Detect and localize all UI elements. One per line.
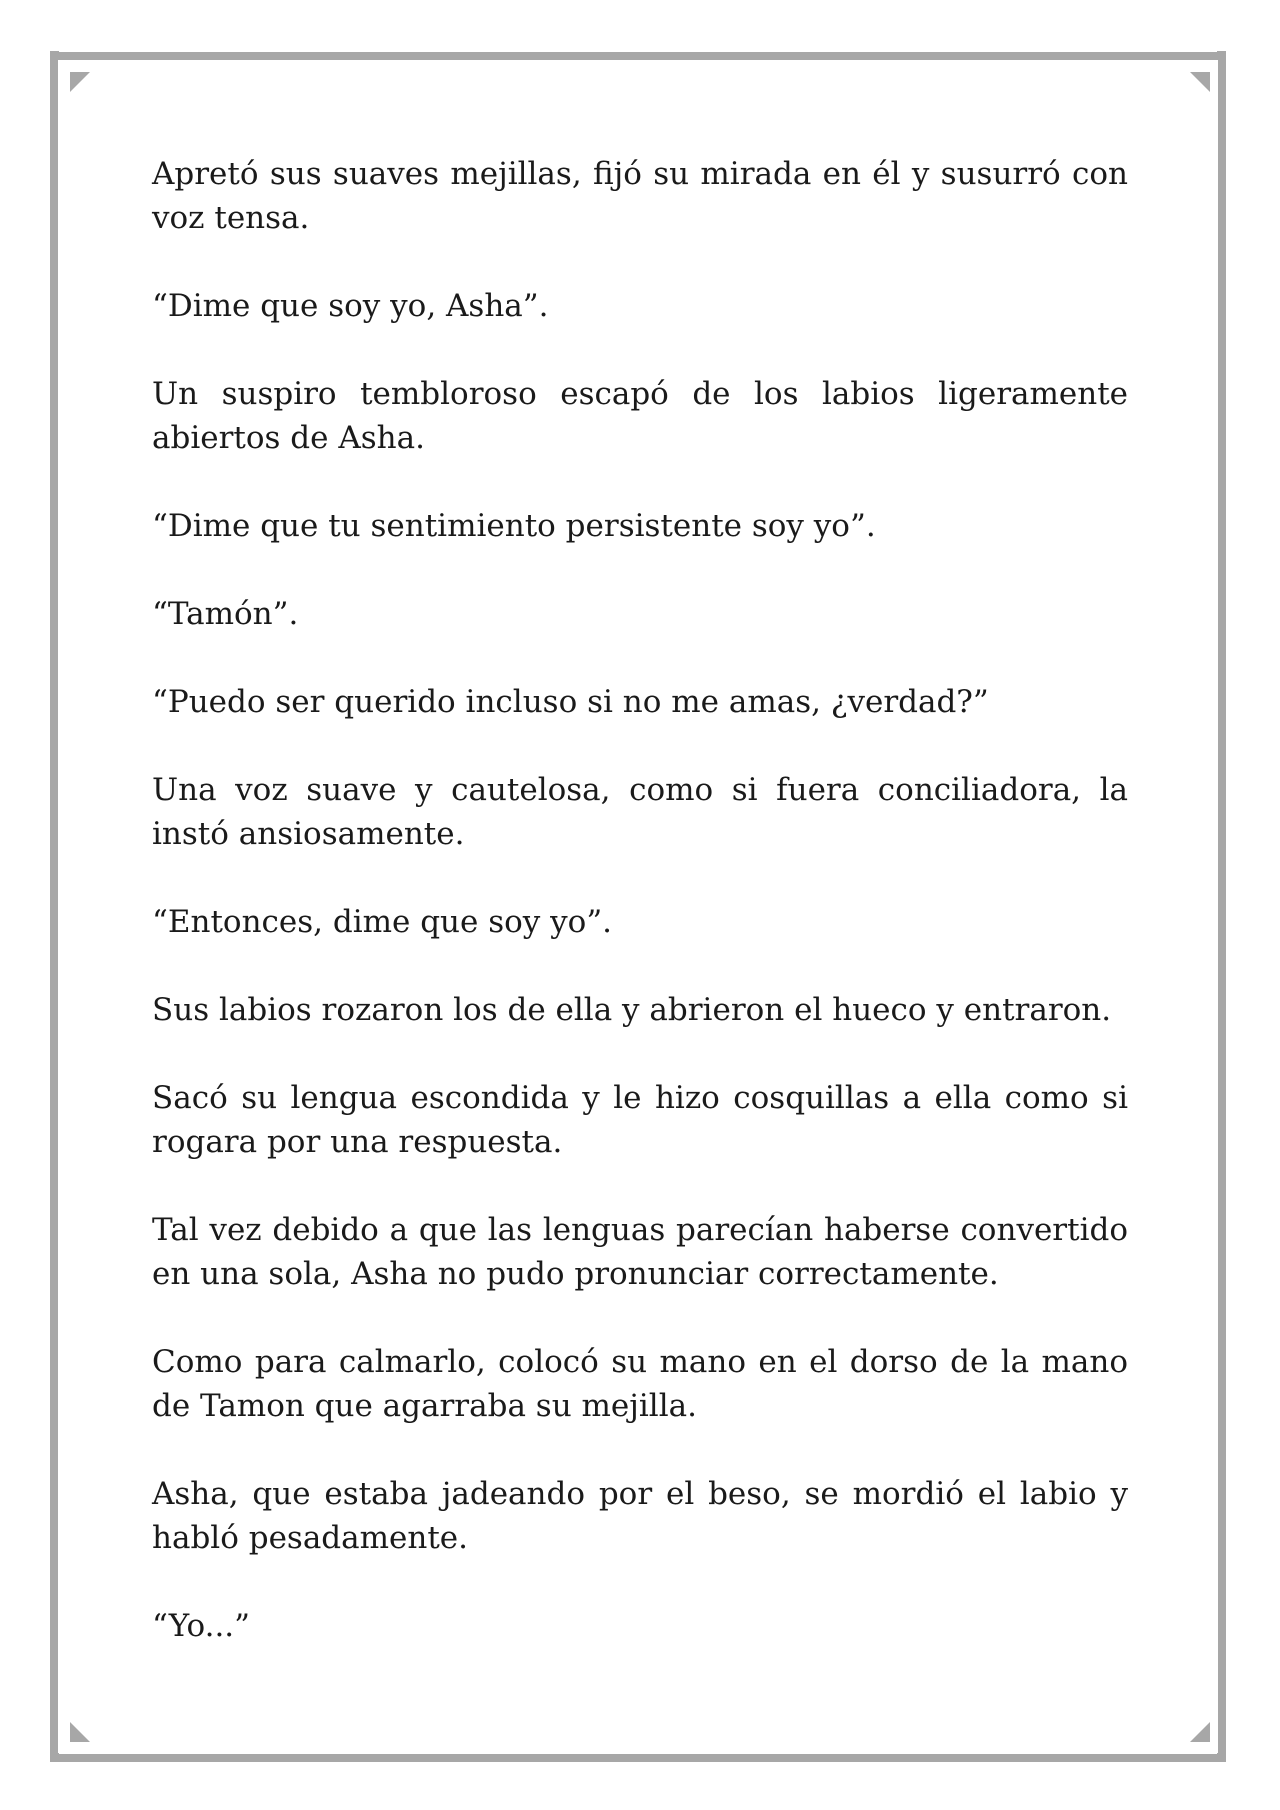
corner-ornament-top-left — [50, 51, 59, 60]
paragraph: “Yo...” — [152, 1608, 251, 1644]
corner-triangle-bottom-right — [1190, 1722, 1210, 1742]
paragraph: Tal vez debido a que las lenguas parecían haberse convertido en una sola, Asha no pudo pronunciar correctamente. — [152, 1212, 1128, 1292]
frame-right-border — [1218, 60, 1226, 1754]
corner-triangle-bottom-left — [70, 1722, 90, 1742]
frame-left-border — [50, 60, 58, 1754]
paragraph: “Dime que tu sentimiento persistente soy yo”. — [152, 508, 876, 544]
paragraph: “Puedo ser querido incluso si no me amas, ¿verdad?” — [152, 684, 989, 720]
corner-triangle-top-right — [1190, 72, 1210, 92]
paragraph: “Dime que soy yo, Asha”. — [152, 288, 549, 324]
paragraph: Sacó su lengua escondida y le hizo cosquillas a ella como si rogara por una respuesta. — [152, 1080, 1128, 1160]
frame-top-border — [58, 52, 1222, 60]
corner-ornament-bottom-right — [1217, 1753, 1226, 1762]
paragraph: Sus labios rozaron los de ella y abrieron el hueco y entraron. — [152, 992, 1112, 1028]
paragraph: Apretó sus suaves mejillas, fijó su mirada en él y susurró con voz tensa. — [152, 156, 1128, 236]
paragraph: “Tamón”. — [152, 596, 299, 632]
paragraph: Como para calmarlo, colocó su mano en el dorso de la mano de Tamon que agarraba su mejilla. — [152, 1344, 1128, 1424]
frame-bottom-border — [58, 1754, 1222, 1762]
paragraph: Asha, que estaba jadeando por el beso, se mordió el labio y habló pesadamente. — [152, 1476, 1128, 1556]
paragraph: Un suspiro tembloroso escapó de los labios ligeramente abiertos de Asha. — [152, 376, 1128, 456]
paragraph: “Entonces, dime que soy yo”. — [152, 904, 613, 940]
corner-ornament-bottom-left — [50, 1753, 59, 1762]
page-text — [152, 152, 1128, 1692]
corner-triangle-top-left — [70, 72, 90, 92]
paragraph: Una voz suave y cautelosa, como si fuera conciliadora, la instó ansiosamente. — [152, 772, 1128, 852]
corner-ornament-top-right — [1217, 51, 1226, 60]
